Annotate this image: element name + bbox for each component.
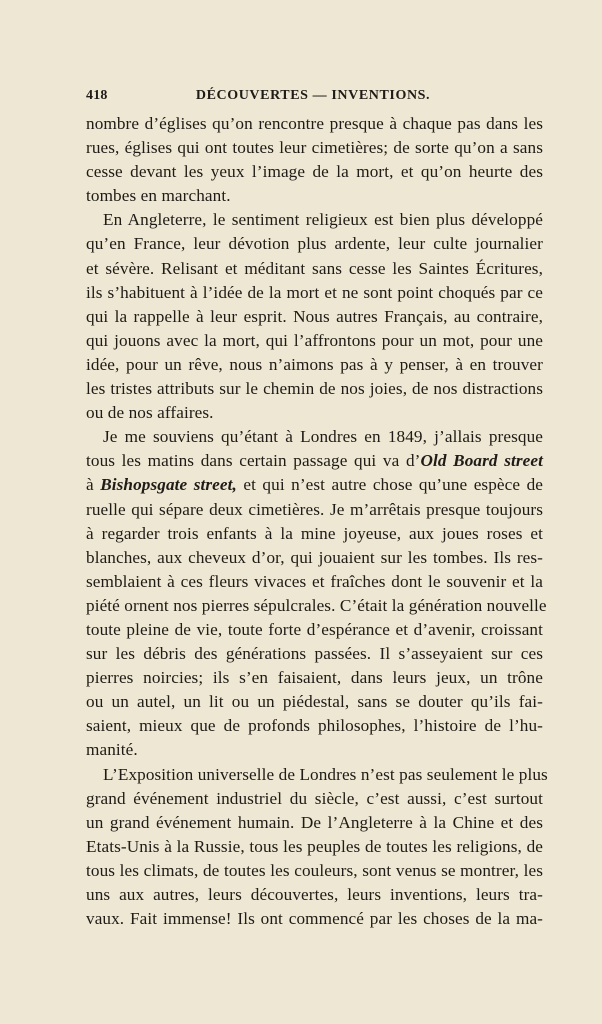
text-line: pierres noircies; ils s’en faisaient, dans leurs jeux, un trône [86, 668, 543, 688]
text-line: ils s’habituent à l’idée de la mort et ne sont point choqués par ce [86, 282, 543, 302]
text-line-with-italic [86, 449, 543, 473]
text-line: ou de nos affaires. [86, 403, 214, 423]
running-title: DÉCOUVERTES — INVENTIONS. [195, 88, 431, 103]
text-line: tombes en marchant. [86, 186, 231, 206]
text-line: piété ornent nos pierres sépulcrales. C’était la génération nouvelle [86, 595, 547, 615]
text-line: un grand événement humain. De l’Angleterre à la Chine et des [86, 812, 543, 832]
text-line: toute pleine de vie, toute forte d’espérance et d’avenir, croissant [86, 619, 543, 639]
text-line: vaux. Fait immense! Ils ont commencé par les choses de la ma- [86, 909, 543, 929]
text-line: En Angleterre, le sentiment religieux est bien plus développé [103, 210, 543, 230]
text-line: rues, églises qui ont toutes leur cimetières; de sorte qu’on a sans [86, 138, 543, 158]
text-line: sur les débris des générations passées. Il s’asseyaient sur ces [86, 644, 543, 664]
text-line: semblaient à ces fleurs vivaces et fraîches dont le souvenir et la [86, 571, 543, 591]
text-line: et sévère. Relisant et méditant sans cesse les Saintes Écritures, [86, 258, 543, 278]
text-line: qui la rappelle à leur esprit. Nous autres Français, au contraire, [86, 306, 543, 326]
text-line: qui jouons avec la mort, qui l’affrontons pour un mot, pour une [86, 330, 543, 350]
text-line: tous les climats, de toutes les couleurs, sont venus se montrer, les [86, 860, 543, 880]
text-line: manité. [86, 740, 138, 760]
text-line: L’Exposition universelle de Londres n’est pas seulement le plus [103, 764, 548, 784]
text-line: cesse devant les yeux l’image de la mort, et qu’on heurte des [86, 162, 543, 182]
text-line: blanches, aux cheveux d’or, qui jouaient sur les tombes. Ils res- [86, 547, 543, 567]
street-name: Bishopsgate street, [100, 475, 237, 495]
text-fragment: tous les matins dans certain passage qui va d’ [86, 451, 421, 471]
text-line: Etats-Unis à la Russie, tous les peuples de toutes les religions, de [86, 836, 543, 856]
text-fragment: et qui n’est autre chose qu’une espèce de [236, 475, 543, 495]
body-text [86, 112, 548, 931]
text-line: uns aux autres, leurs découvertes, leurs inventions, leurs tra- [86, 885, 543, 904]
text-line: Je me souviens qu’étant à Londres en 1849, j’allais presque [103, 427, 543, 447]
text-line: ruelle qui sépare deux cimetières. Je m’arrêtais presque toujours [86, 499, 543, 519]
page-number: 418 [86, 88, 108, 103]
text-line: qu’en France, leur dévotion plus ardente, leur culte journalier [86, 234, 543, 254]
text-line: saient, mieux que de profonds philosophes, l’histoire de l’hu- [86, 716, 543, 736]
running-head [86, 86, 540, 106]
text-line: grand événement industriel du siècle, c’est aussi, c’est surtout [86, 788, 543, 808]
text-line-with-italic [86, 473, 543, 497]
text-fragment: à [86, 475, 101, 495]
text-line: ou un autel, un lit ou un piédestal, sans se douter qu’ils fai- [86, 692, 543, 712]
text-line: nombre d’églises qu’on rencontre presque à chaque pas dans les [86, 114, 543, 133]
text-line: les tristes attributs sur le chemin de nos joies, de nos distractions [86, 379, 543, 399]
text-line: à regarder trois enfants à la mine joyeuse, aux joues roses et [86, 523, 543, 543]
text-line: idée, pour un rêve, nous n’aimons pas à y penser, à en trouver [86, 354, 543, 374]
street-name: Old Board street [420, 451, 543, 471]
